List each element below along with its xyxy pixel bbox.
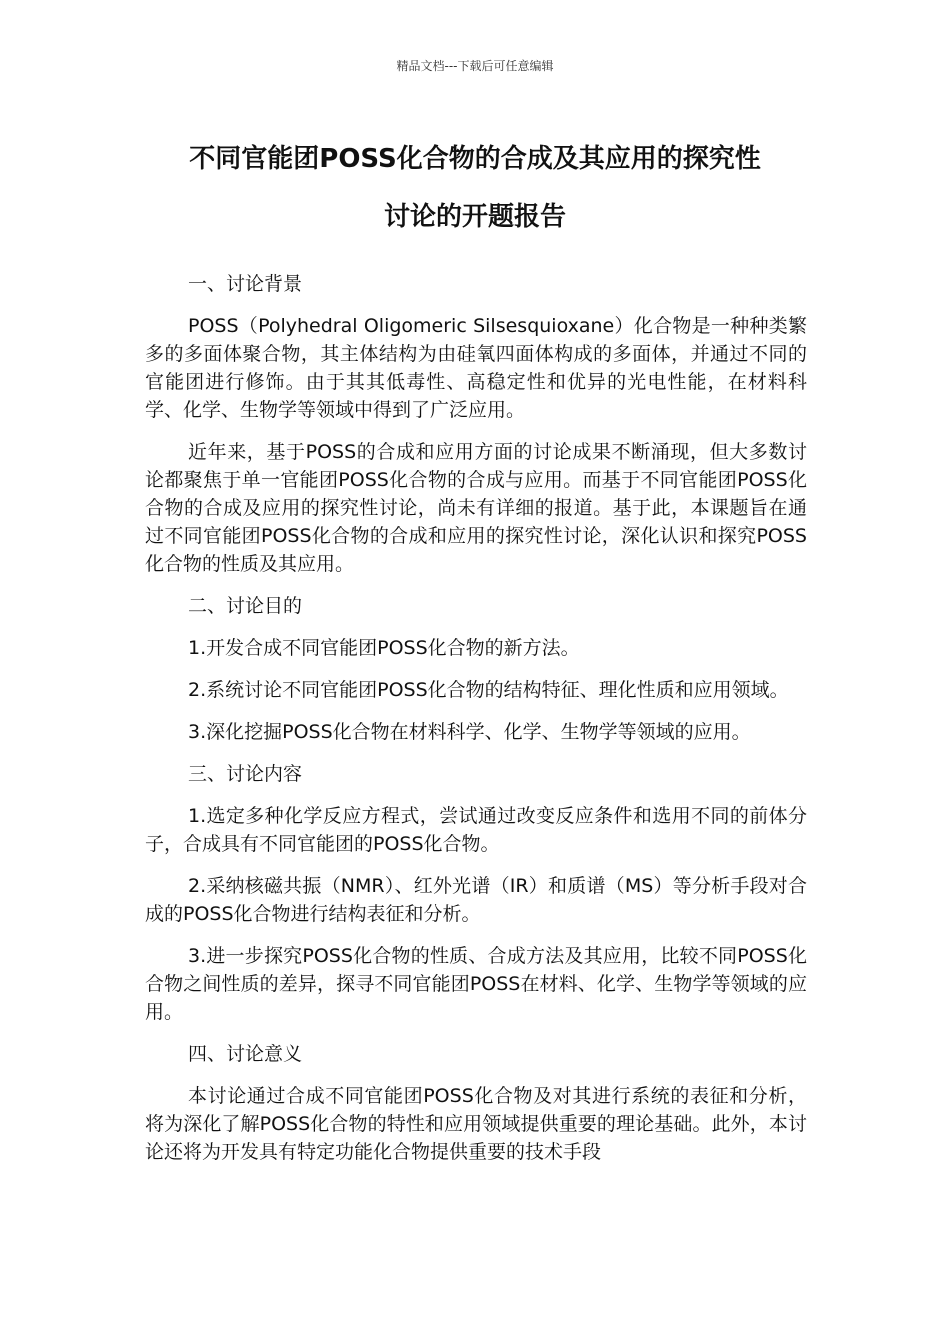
document-body xyxy=(145,270,807,1180)
section-heading-purpose: 二、讨论目的 xyxy=(188,595,303,617)
list-item: 3.深化挖掘POSS化合物在材料科学、化学、生物学等领域的应用。 xyxy=(188,721,751,743)
list-item: 3.进一步探究POSS化合物的性质、合成方法及其应用，比较不同POSS化合物之间性质的差异，探寻不同官能团POSS在材料、化学、生物学等领域的应用。 xyxy=(145,945,807,1023)
section-heading-background: 一、讨论背景 xyxy=(188,273,303,295)
list-item: 2.系统讨论不同官能团POSS化合物的结构特征、理化性质和应用领域。 xyxy=(188,679,789,701)
title-line-2: 讨论的开题报告 xyxy=(383,202,566,232)
header-note: 精品文档---下载后可任意编辑 xyxy=(396,59,554,73)
paragraph: POSS（Polyhedral Oligomeric Silsesquioxane）化合物是一种种类繁多的多面体聚合物，其主体结构为由硅氧四面体构成的多面体，并通过不同的官能团进行修饰。由于其其低毒性、高稳定性和优异的光电性能，在材料科学、化学、生物学等领域中得到了广泛应用。 xyxy=(145,315,807,421)
section-heading-significance: 四、讨论意义 xyxy=(188,1043,303,1065)
title-line-1: 不同官能团POSS化合物的合成及其应用的探究性 xyxy=(189,144,761,174)
list-item: 1.开发合成不同官能团POSS化合物的新方法。 xyxy=(188,637,580,659)
paragraph: 本讨论通过合成不同官能团POSS化合物及对其进行系统的表征和分析，将为深化了解POSS化合物的特性和应用领域提供重要的理论基础。此外，本讨论还将为开发具有特定功能化合物提供重要的技术手段 xyxy=(145,1085,807,1163)
document-title xyxy=(145,130,805,246)
section-heading-content: 三、讨论内容 xyxy=(188,763,303,785)
list-item: 1.选定多种化学反应方程式，尝试通过改变反应条件和选用不同的前体分子，合成具有不同官能团的POSS化合物。 xyxy=(145,805,807,855)
list-item: 2.采纳核磁共振（NMR）、红外光谱（IR）和质谱（MS）等分析手段对合成的POSS化合物进行结构表征和分析。 xyxy=(145,875,807,925)
paragraph: 近年来，基于POSS的合成和应用方面的讨论成果不断涌现，但大多数讨论都聚焦于单一官能团POSS化合物的合成与应用。而基于不同官能团POSS化合物的合成及应用的探究性讨论，尚未有详细的报道。基于此，本课题旨在通过不同官能团POSS化合物的合成和应用的探究性讨论，深化认识和探究POSS化合物的性质及其应用。 xyxy=(145,441,807,575)
